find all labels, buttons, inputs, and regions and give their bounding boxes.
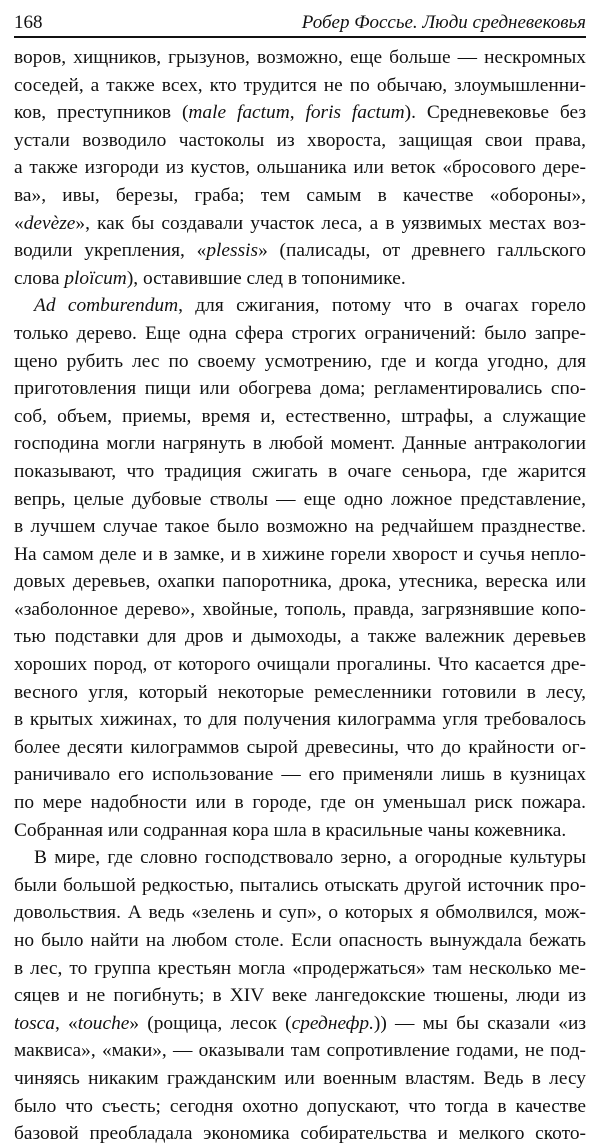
text-run: по мере надобности или в городе, где он уменьшал риск пожара. [14,792,586,814]
text-line [14,403,586,431]
running-title: Робер Фоссье. Люди средневековья [301,12,586,33]
text-run: , [289,102,306,124]
italic-term: Ad comburendum [34,295,179,317]
text-run: « [14,212,24,234]
text-line [14,844,586,872]
text-run: тью подставки для дров и дымоходы, а также валежник деревьев [14,626,586,648]
italic-term: touche [77,1012,130,1034]
text-run: но было найти на любом столе. Если опасность вынуждала бежать [14,930,586,951]
text-run: » (палисады, от древнего галльского [258,240,586,262]
text-run: базовой преобладала экономика собирательства и мелкого ското- [14,1123,586,1145]
text-run: В мире, где словно господствовало зерно, а огородные культуры [34,847,586,869]
italic-term: plessis [206,240,259,262]
text-run: Собранная или содранная кора шла в красильные чаны кожевника. [14,819,567,841]
text-run: ков, преступников ( [14,102,189,124]
text-run: сяцев и не погибнуть; в XIV веке лангедокские тюшены, люди из [14,985,586,1007]
text-line [14,982,586,1010]
page-number: 168 [14,12,43,33]
italic-term: ploïcum [64,267,127,289]
text-run: соб, объем, приемы, время и, естественно, штрафы, а служащие [14,405,586,427]
text-line [14,761,586,789]
text-run: соседей, а также всех, кто трудится не по обычаю, злоумышленни- [14,74,586,96]
text-run: чиняясь никаким гражданским или военным властям. Ведь в лесу [14,1067,586,1089]
text-line [14,210,586,238]
text-line [14,1037,586,1065]
text-run: довольствия. А ведь «зелень и суп», о которых я обмолвился, мож- [14,902,586,924]
text-run: в крытых хижинах, то для получения килограмма угля требовалось [14,709,586,731]
text-line [14,292,586,320]
text-run: приготовления пищи или обогрева дома; регламентировались спо- [14,378,586,400]
text-run: вепрь, целые дубовые стволы — еще одно ложное представление, [14,488,586,510]
text-line [14,182,586,210]
text-run: раничивало его использование — его применяли лишь в кузницах [14,764,586,786]
running-header [14,6,586,36]
text-line [14,651,586,679]
text-run: устали возводило частоколы из хвороста, защищая свои права, [14,129,586,151]
text-run: довых деревьев, охапки папоротника, дрока, утесника, вереска или [14,571,586,593]
text-run: «заболонное дерево», хвойные, тополь, правда, загрязнявшие копо- [14,598,586,620]
italic-term: foris factum [305,102,405,124]
text-run: показывают, что традиция сжигать в очаге сеньора, где жарится [14,460,586,482]
text-run: , для сжигания, потому что в очагах горело [178,295,586,317]
text-run: а также изгороди из кустов, ольшаника или веток «бросового дере- [14,157,586,179]
text-line [14,1120,586,1148]
text-line [14,513,586,541]
text-line [14,320,586,348]
text-run: хороших пород, от которого очищали прогалины. Что касается дре- [14,654,586,676]
text-run: ). Средневековье без [404,102,587,124]
text-line [14,348,586,376]
text-run: », как бы создавали участок леса, а в уязвимых местах воз- [75,212,586,234]
italic-term: среднефр. [291,1012,374,1034]
text-line [14,596,586,624]
text-line [14,568,586,596]
text-run: , « [54,1012,78,1034]
text-line [14,154,586,182]
text-run: маквиса», «маки», — оказывали там сопротивление годами, не под- [14,1040,586,1062]
text-run: весного угля, который некоторые ремесленники готовили в лесу, [14,681,586,703]
text-line [14,679,586,707]
text-line [14,99,586,127]
text-line [14,375,586,403]
italic-term: devèze [23,212,76,234]
text-run: На самом деле и в замке, и в хижине горели хворост и сучья непло- [14,543,586,565]
text-run: в лучшем случае такое было возможно на редчайшем празднестве. [14,516,586,538]
text-line [14,486,586,514]
text-line [14,623,586,651]
text-line [14,872,586,900]
text-run: водили укрепления, « [14,240,207,262]
text-line [14,430,586,458]
body-text [14,44,586,1148]
text-line [14,734,586,762]
text-run: ), оставившие след в топонимике. [126,267,406,289]
text-line [14,955,586,983]
text-run: слова [14,267,65,289]
text-line [14,127,586,155]
text-run: )) — мы бы сказали «из [373,1012,586,1034]
italic-term: tosca [14,1012,55,1034]
text-line [14,789,586,817]
text-run: щено рубить лес по своему усмотрению, где и когда угодно, для [14,350,586,372]
text-line [14,72,586,100]
text-run: господина могли нагрянуть в любой момент. Данные антракологии [14,433,586,455]
text-run: ва», ивы, березы, граба; тем самым в качестве «обороны», [14,184,586,206]
italic-term: male factum [188,102,290,124]
header-rule [14,36,586,38]
text-line [14,706,586,734]
text-line [14,1093,586,1121]
text-line [14,458,586,486]
text-run: были большой редкостью, пытались отыскать другой источник про- [14,874,586,896]
text-line [14,237,586,265]
text-run: более десяти килограммов сырой древесины, что до крайности ог- [14,736,586,758]
text-run: воров, хищников, грызунов, возможно, еще больше — нескромных [14,47,586,68]
text-line [14,927,586,955]
text-line [14,899,586,927]
text-run: в лес, то группа крестьян могла «продержаться» там несколько ме- [14,957,586,979]
text-line [14,44,586,72]
text-run: только дерево. Еще одна сфера строгих ограничений: было запре- [14,322,586,344]
text-line [14,1065,586,1093]
text-line [14,541,586,569]
text-run: было что съесть; сегодня охотно допускают, что тогда в качестве [14,1095,586,1117]
text-run: » (рощица, лесок ( [129,1012,292,1034]
text-line [14,817,586,845]
text-line [14,1010,586,1038]
text-line [14,265,586,293]
